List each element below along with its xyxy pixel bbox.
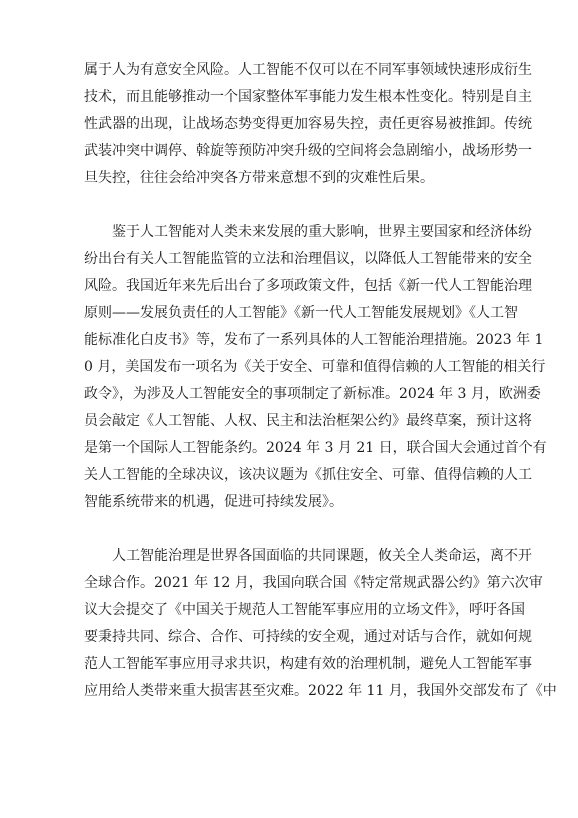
- text-line: 武装冲突中调停、斡旋等预防冲突升级的空间将会急剧缩小，战场形势一: [84, 143, 532, 159]
- text-line: 员会敲定《人工智能、人权、民主和法治框架公约》最终草案，预计这将: [84, 413, 532, 429]
- text-line: 风险。我国近年来先后出台了多项政策文件，包括《新一代人工智能治理: [84, 278, 532, 294]
- text-line: 鉴于人工智能对人类未来发展的重大影响，世界主要国家和经济体纷: [84, 224, 532, 240]
- text-line: 原则——发展负责任的人工智能》《新一代人工智能发展规划》《人工智: [84, 305, 518, 321]
- text-line: 旦失控，往往会给冲突各方带来意想不到的灾难性后果。: [84, 170, 434, 186]
- paragraph-gap: [84, 192, 504, 219]
- text-line: 性武器的出现，让战场态势变得更加容易失控，责任更容易被推卸。传统: [84, 116, 532, 132]
- text-line: 要秉持共同、综合、合作、可持续的安全观，通过对话与合作，就如何规: [84, 629, 532, 645]
- text-line: 智能系统带来的机遇，促进可持续发展》。: [84, 494, 343, 510]
- text-line: 应用给人类带来重大损害甚至灾难。2022 年 11 月，我国外交部发布了《中: [84, 683, 557, 699]
- text-line: 0 月，美国发布一项名为《关于安全、可靠和值得信赖的人工智能的相关行: [84, 359, 546, 375]
- paragraph-risk: [84, 57, 532, 192]
- text-line: 全球合作。2021 年 12 月，我国向联合国《特定常规武器公约》第六次审: [84, 575, 543, 591]
- paragraph-gap: [84, 516, 504, 543]
- text-line: 范人工智能军事应用寻求共识，构建有效的治理机制，避免人工智能军事: [84, 656, 532, 672]
- text-line: 人工智能治理是世界各国面临的共同课题，攸关全人类命运，离不开: [84, 548, 532, 564]
- document-page: [84, 57, 557, 705]
- text-line: 政令》，为涉及人工智能安全的事项制定了新标准。2024 年 3 月，欧洲委: [84, 386, 541, 402]
- text-line: 能标准化白皮书》等，发布了一系列具体的人工智能治理措施。2023 年 1: [84, 332, 544, 348]
- text-line: 属于人为有意安全风险。人工智能不仅可以在不同军事领域快速形成衍生: [84, 62, 532, 78]
- text-line: 议大会提交了《中国关于规范人工智能军事应用的立场文件》，呼吁各国: [84, 602, 525, 618]
- paragraph-regulation: [84, 219, 547, 516]
- text-line: 是第一个国际人工智能条约。2024 年 3 月 21 日，联合国大会通过首个有: [84, 440, 547, 456]
- paragraph-cooperation: [84, 543, 557, 705]
- text-line: 关人工智能的全球决议，该决议题为《抓住安全、可靠、值得信赖的人工: [84, 467, 532, 483]
- text-line: 技术，而且能够推动一个国家整体军事能力发生根本性变化。特别是自主: [84, 89, 532, 105]
- text-line: 纷出台有关人工智能监管的立法和治理倡议，以降低人工智能带来的安全: [84, 251, 532, 267]
